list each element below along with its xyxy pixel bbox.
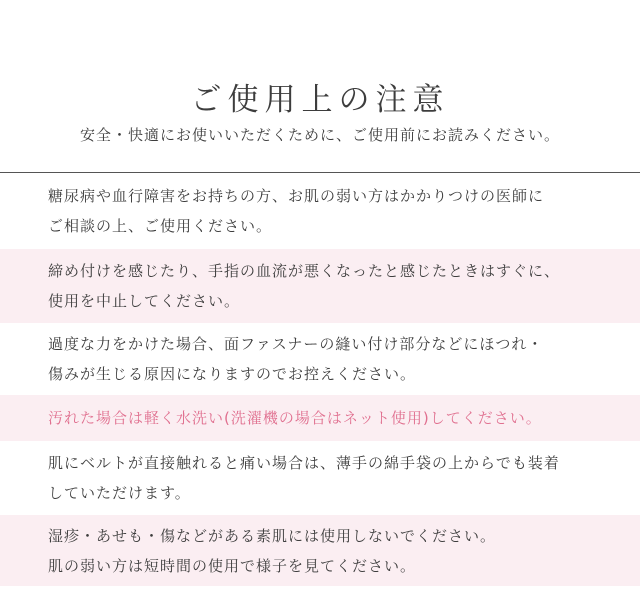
page-title: ご使用上の注意 <box>190 82 450 118</box>
notice-line: 汚れた場合は軽く水洗い(洗濯機の場合はネット使用)してください。 <box>48 409 542 427</box>
notice-item-tightness <box>0 249 640 323</box>
notice-line: 過度な力をかけた場合、面ファスナーの縫い付け部分などにほつれ・ <box>48 335 544 353</box>
notice-item-washing <box>0 395 640 441</box>
notice-line: 肌の弱い方は短時間の使用で様子を見てください。 <box>48 556 417 575</box>
notice-item-excessive-force <box>0 323 640 395</box>
notice-line: していただけます。 <box>48 484 191 502</box>
notice-line: 傷みが生じる原因になりますのでお控えください。 <box>48 365 417 383</box>
notice-line: 糖尿病や血行障害をお持ちの方、お肌の弱い方はかかりつけの医師に <box>48 187 545 205</box>
notice-line: 肌にベルトが直接触れると痛い場合は、薄手の綿手袋の上からでも装着 <box>48 454 560 472</box>
notice-line: 湿疹・あせも・傷などがある素肌には使用しないでください。 <box>48 526 497 545</box>
page-subtitle: 安全・快適にお使いいただくために、ご使用前にお読みください。 <box>79 126 560 144</box>
notice-item-skin-conditions <box>0 515 640 586</box>
notice-item-diabetes <box>0 173 640 249</box>
notice-item-belt-contact <box>0 441 640 515</box>
notice-line: ご相談の上、ご使用ください。 <box>48 217 273 235</box>
header <box>0 0 640 172</box>
notice-line: 使用を中止してください。 <box>48 292 241 310</box>
notice-line: 締め付けを感じたり、手指の血流が悪くなったと感じたときはすぐに、 <box>48 262 561 280</box>
